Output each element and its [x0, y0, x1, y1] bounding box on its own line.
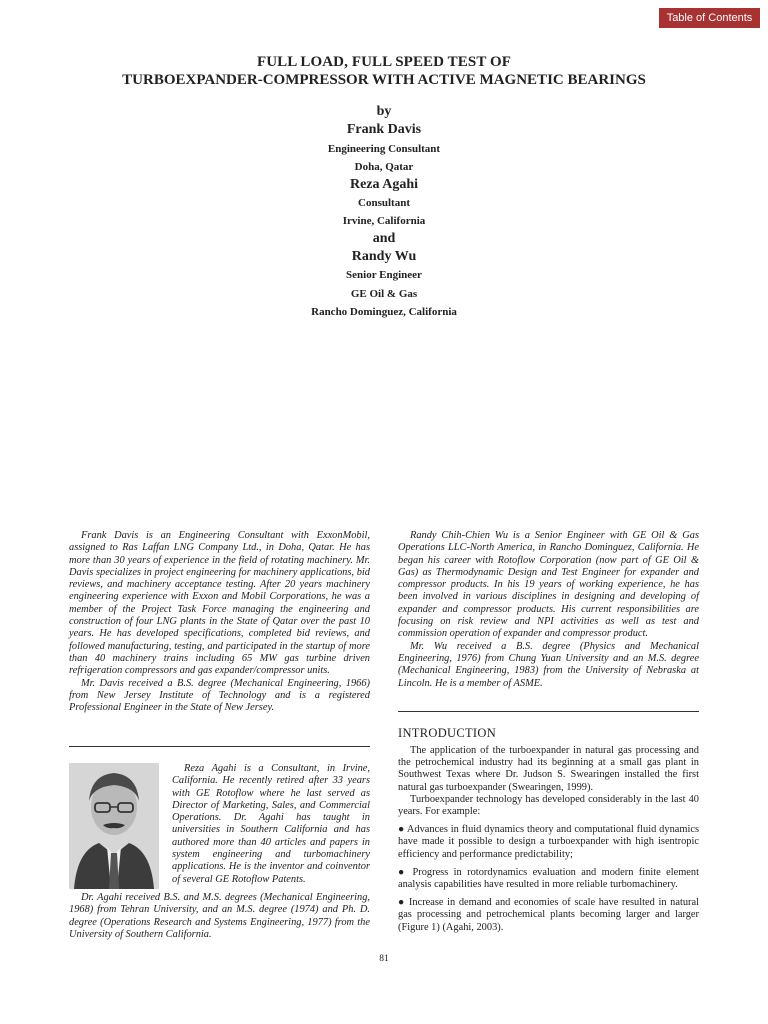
bullet-item: ● Progress in rotordynamics evaluation and modern finite element analysis capabilities have resulted in more reliable turbomachinery. [398, 866, 699, 891]
bullet-item-text: Increase in demand and economies of scale have resulted in natural gas processing and petrochemical plants becoming larger and larger (Figure 1) (Agahi, 2003). [398, 897, 699, 933]
divider [398, 711, 699, 712]
bio-agahi-intro [172, 763, 370, 886]
introduction-paragraph-1: The application of the turboexpander in natural gas processing and the petrochemical industry had its beginning at a small gas plant in Southwest Texas where Dr. Judson S. Swearingen installed the first natural gas turboexpander (Swearingen, 1999). [398, 745, 699, 793]
paper-title-line-1: FULL LOAD, FULL SPEED TEST OF [256, 54, 512, 70]
bio-agahi-paragraph-1: Reza Agahi is a Consultant, in Irvine, California. He recently retired after 33 years with GE Rotoflow where he last served as Director of Marketing, Sales, and Commercial Operations. Dr. Agahi has taught in universities in Southern California and has authored more than 40 articles and papers in system engineering and turbomachinery applications. He is the inventor and coinventor of several GE Rotoflow Patents. [172, 763, 370, 885]
author-2-location: Irvine, California [342, 215, 426, 227]
author-2-title: Consultant [358, 197, 410, 209]
byline-by: by [376, 104, 392, 119]
divider [69, 746, 370, 747]
page-number: 81 [379, 954, 389, 964]
author-3-name: Randy Wu [351, 249, 417, 264]
author-3-location: Rancho Dominguez, California [311, 306, 457, 318]
bio-davis [69, 530, 370, 714]
bullet-item-text: Advances in fluid dynamics theory and computational fluid dynamics have made it possible to design a turboexpander with high isentropic efficiency and performance predictability; [398, 824, 699, 860]
author-3-title: Senior Engineer [346, 269, 422, 281]
author-1-location: Doha, Qatar [354, 161, 414, 173]
bullet-item: ● Advances in fluid dynamics theory and computational fluid dynamics have made it possible to design a turboexpander with high isentropic efficiency and performance predictability; [398, 824, 699, 860]
bullet-item-text: Progress in rotordynamics evaluation and modern finite element analysis capabilities have resulted in more reliable turbomachinery. [398, 866, 699, 891]
author-1-name: Frank Davis [346, 122, 422, 137]
bio-agahi-paragraph-2: Dr. Agahi received B.S. and M.S. degrees (Mechanical Engineering, 1968) from Tehran University, and an M.S. degree (1974) and Ph. D. degree (Operations Research and Systems Engineering, 1977) from the University of Southern California. [69, 892, 370, 940]
author-3-company: GE Oil & Gas [350, 288, 418, 300]
author-2-name: Reza Agahi [349, 177, 419, 192]
bio-davis-paragraph-1: Frank Davis is an Engineering Consultant with ExxonMobil, assigned to Ras Laffan LNG Company Ltd., in Doha, Qatar. He has more than 30 years of experience in the field of rotating machinery. Mr. Davis specializes in project engineering for machinery applications, bid reviews, and machinery acceptance testing. After 20 years machinery engineering experience with Exxon and Mobil Corporations, he was a member of the Project Task Force managing the engineering and construction of four LNG plants in the State of Qatar over the past 10 years. He has developed specifications, completed bid reviews, and followed manufacturing, testing, and participated in the startup of more than 40 machinery trains including 65 MW gas turbine driven refrigeration compressors and gas expander/compressor units. [69, 530, 370, 677]
bio-wu-paragraph-2: Mr. Wu received a B.S. degree (Physics and Mechanical Engineering, 1976) from Chung Yuan University and an M.S. degree (Mechanical Engineering, 1983) from the University of Nebraska at Lincoln. He is a member of ASME. [398, 640, 699, 689]
bullet-item: ● Increase in demand and economies of scale have resulted in natural gas processing and petrochemical plants becoming larger and larger (Figure 1) (Agahi, 2003). [398, 897, 699, 933]
bio-agahi-degrees [69, 892, 370, 941]
bio-wu [398, 530, 699, 690]
paper-title-line-2: TURBOEXPANDER-COMPRESSOR WITH ACTIVE MAGNETIC BEARINGS [122, 72, 646, 88]
table-of-contents-button[interactable]: Table of Contents [659, 8, 760, 28]
introduction-body [398, 745, 699, 934]
byline-and: and [372, 231, 396, 246]
section-heading-introduction: INTRODUCTION [398, 726, 497, 740]
bio-davis-paragraph-2: Mr. Davis received a B.S. degree (Mechanical Engineering, 1966) from New Jersey Institute of Technology and is a registered Professional Engineer in the State of New Jersey. [69, 677, 370, 714]
author-photo-agahi [69, 763, 159, 889]
author-1-title: Engineering Consultant [327, 143, 441, 155]
introduction-paragraph-2: Turboexpander technology has developed considerably in the last 40 years. For example: [398, 793, 699, 818]
bio-wu-paragraph-1: Randy Chih-Chien Wu is a Senior Engineer with GE Oil & Gas Operations LLC-North America, in Rancho Dominguez, California. He began his career with Rotoflow Corporation (now part of GE Oil & Gas) as Thermodynamic Design and Test Engineer for expander and compressor products. In his 19 years of working experience, he has been involved in various disciplines in designing and developing of expander and compressor products. His current responsibilities are focusing on risk review and NPI activities as well as test and commission operation of expander and compressor product. [398, 530, 699, 640]
